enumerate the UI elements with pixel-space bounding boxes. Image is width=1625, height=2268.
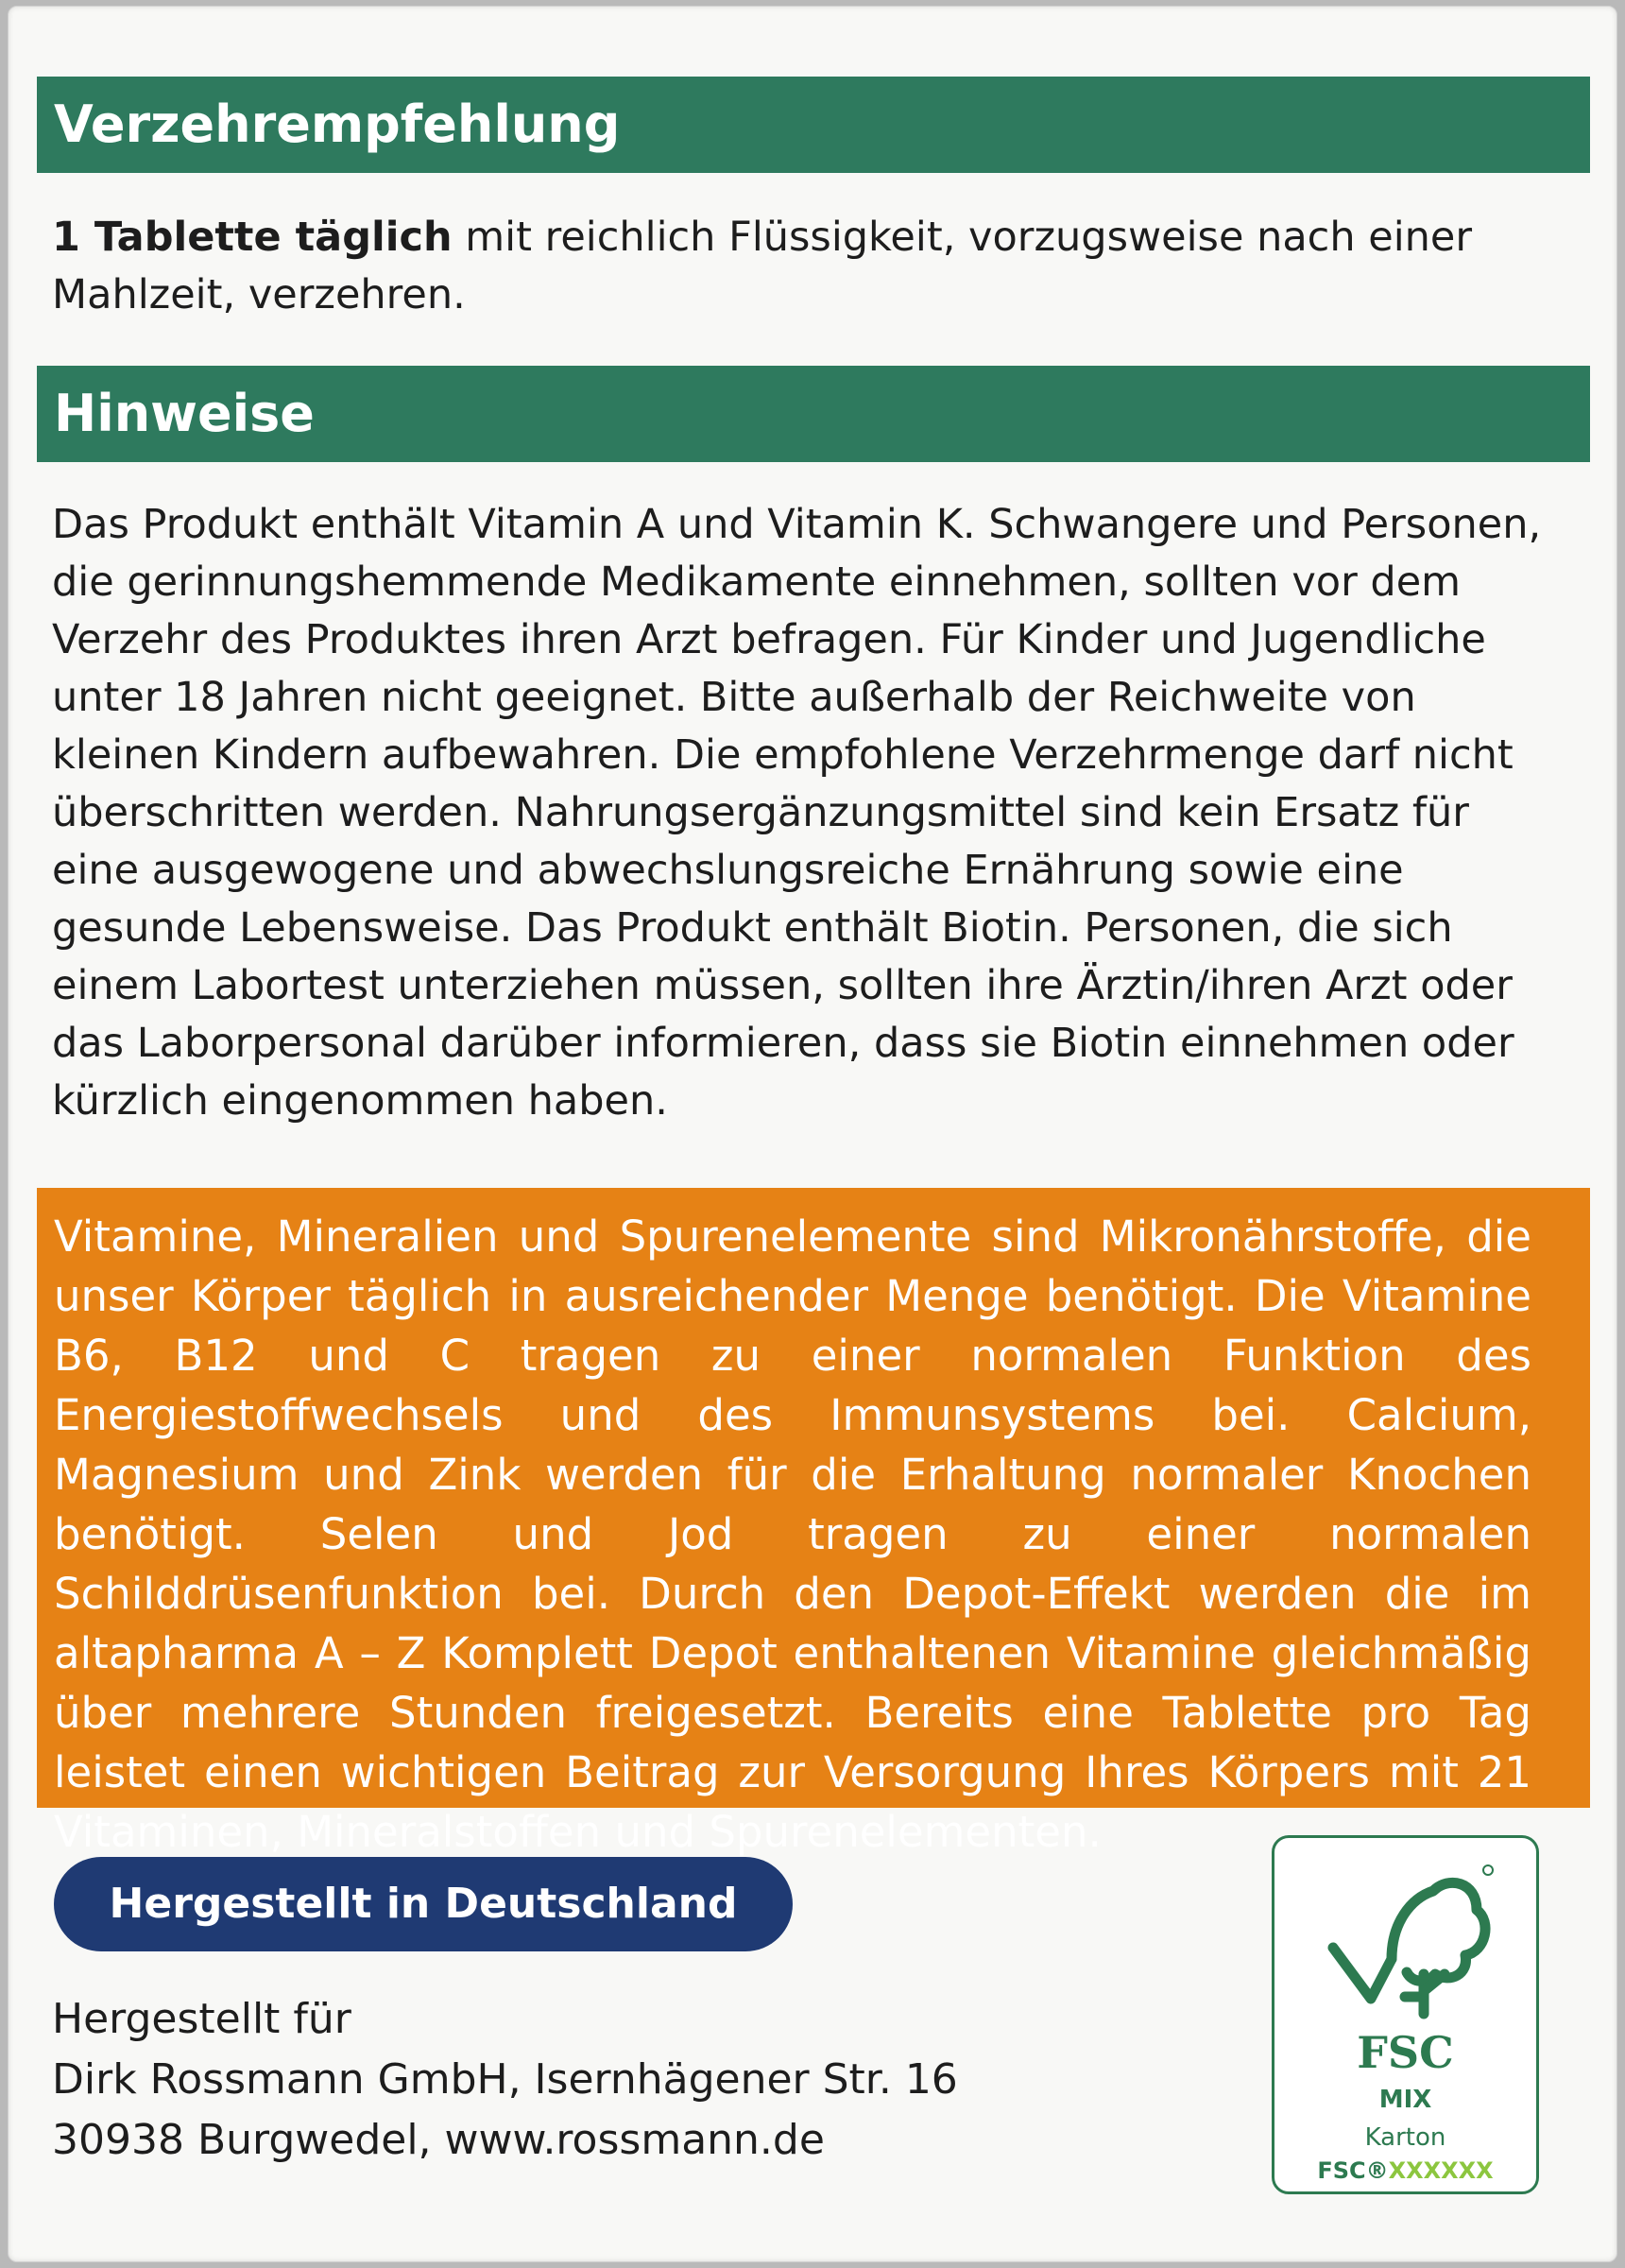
recommendation-heading: Verzehrempfehlung	[37, 77, 1590, 173]
package-panel	[8, 6, 1617, 2262]
info-box-text: Vitamine, Mineralien und Spurenelemente sind Mikronährstoffe, die unser Körper täglich in ausreichender Menge benötigt. Die Vitamine B6, B12 und C tragen zu einer normalen Funktion des Energiestoffwechsels und des Immunsystems bei. Calcium, Magnesium und Zink werden für die Erhaltung normaler Knochen benötigt. Selen und Jod tragen zu einer normalen Schilddrüsenfunktion bei. Durch den Depot-Effekt werden die im altapharma A – Z Komplett Depot enthaltenen Vitamine gleichmäßig über mehrere Stunden freigesetzt. Bereits eine Tablette pro Tag leistet einen wichtigen Beitrag zur Versorgung Ihres Körpers mit 21 Vitaminen, Mineralstoffen und Spurenelementen.	[54, 1211, 1531, 1857]
fsc-code-prefix: FSC®	[1317, 2157, 1389, 2184]
manufacturer-address	[52, 1989, 958, 2171]
recommendation-text	[52, 209, 1564, 324]
notes-text-block	[52, 496, 1564, 1130]
fsc-mix: MIX	[1378, 2086, 1432, 2114]
manufacturer-line-2: Dirk Rossmann GmbH, Isernhägener Str. 16	[52, 2055, 958, 2104]
fsc-brand: FSC	[1357, 2027, 1454, 2078]
fsc-code	[1274, 2157, 1536, 2184]
info-box	[37, 1188, 1590, 1857]
recommendation-dose: 1 Tablette täglich	[52, 214, 453, 261]
manufacturer-line-3: 30938 Burgwedel, www.rossmann.de	[52, 2116, 825, 2164]
fsc-material: Karton	[1364, 2123, 1446, 2152]
manufacturer-line-1: Hergestellt für	[52, 1995, 351, 2043]
notes-text: Das Produkt enthält Vitamin A und Vitamin K. Schwangere und Personen, die gerinnungshemmende Medikamente einnehmen, sollten vor dem Verzehr des Produktes ihren Arzt befragen. Für Kinder und Jugendliche unter 18 Jahren nicht geeignet. Bitte außerhalb der Reichweite von kleinen Kindern aufbewahren. Die empfohlene Verzehrmenge darf nicht überschritten werden. Nahrungsergänzungsmittel sind kein Ersatz für eine ausgewogene und abwechslungsreiche Ernährung sowie eine gesunde Lebensweise. Das Produkt enthält Biotin. Personen, die sich einem Labortest unterziehen müssen, sollten ihre Ärztin/ihren Arzt oder das Laborpersonal darüber informieren, dass sie Biotin einnehmen oder kürzlich eingenommen haben.	[52, 501, 1542, 1125]
made-in-germany-badge: Hergestellt in Deutschland	[54, 1857, 793, 1951]
fsc-code-suffix: XXXXXX	[1388, 2157, 1494, 2184]
notes-heading: Hinweise	[37, 366, 1590, 462]
fsc-tree-check-icon	[1318, 1857, 1497, 2036]
fsc-label	[1272, 1835, 1539, 2194]
recommendation-instructions: mit reichlich Flüssigkeit, vorzugsweise nach einer Mahlzeit, verzehren.	[52, 214, 1473, 318]
